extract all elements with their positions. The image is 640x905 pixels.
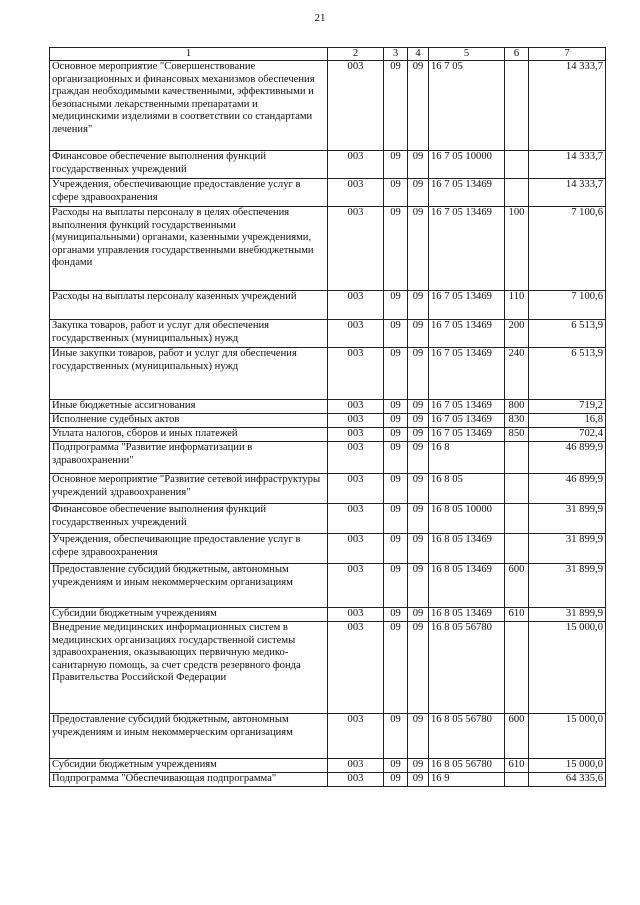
row-expense-type: 200	[505, 320, 529, 348]
row-expense-type	[505, 442, 529, 474]
row-name: Подпрограмма "Обеспечивающая подпрограмма"	[50, 773, 328, 787]
row-expense-type: 610	[505, 759, 529, 773]
row-ministry-code: 003	[328, 714, 384, 759]
row-section-code: 09	[384, 291, 408, 320]
row-ministry-code: 003	[328, 442, 384, 474]
row-section-code: 09	[384, 400, 408, 414]
row-expense-type	[505, 534, 529, 564]
row-expense-type: 850	[505, 428, 529, 442]
row-amount: 31 899,9	[529, 564, 606, 608]
row-amount: 14 333,7	[529, 61, 606, 151]
row-name: Предоставление субсидий бюджетным, автономным учреждениям и иным некоммерческим организациям	[50, 564, 328, 608]
row-subsection-code: 09	[408, 714, 429, 759]
row-section-code: 09	[384, 348, 408, 400]
row-name: Подпрограмма "Развитие информатизации в здравоохранении"	[50, 442, 328, 474]
table-row	[50, 414, 606, 428]
row-target-article: 16 7 05 13469	[429, 179, 505, 207]
table-row	[50, 608, 606, 622]
row-ministry-code: 003	[328, 400, 384, 414]
row-amount: 64 335,6	[529, 773, 606, 787]
row-target-article: 16 7 05 13469	[429, 207, 505, 291]
row-name: Иные закупки товаров, работ и услуг для обеспечения государственных (муниципальных) нужд	[50, 348, 328, 400]
row-name: Основное мероприятие "Развитие сетевой инфраструктуры учреждений здравоохранения"	[50, 474, 328, 504]
table-row	[50, 534, 606, 564]
row-amount: 31 899,9	[529, 608, 606, 622]
row-ministry-code: 003	[328, 320, 384, 348]
row-target-article: 16 7 05 10000	[429, 151, 505, 179]
row-name: Внедрение медицинских информационных систем в медицинских организациях государственной системы здравоохранения, оказывающих первичную медико-санитарную помощь, за счет средств резервного фонда Правительства Российской Федерации	[50, 622, 328, 714]
row-ministry-code: 003	[328, 504, 384, 534]
row-target-article: 16 7 05	[429, 61, 505, 151]
row-section-code: 09	[384, 534, 408, 564]
row-section-code: 09	[384, 151, 408, 179]
row-subsection-code: 09	[408, 348, 429, 400]
row-ministry-code: 003	[328, 622, 384, 714]
row-target-article: 16 9	[429, 773, 505, 787]
row-subsection-code: 09	[408, 564, 429, 608]
row-amount: 16,8	[529, 414, 606, 428]
row-ministry-code: 003	[328, 291, 384, 320]
row-section-code: 09	[384, 564, 408, 608]
budget-table	[49, 47, 606, 787]
header-col-4: 4	[408, 48, 429, 61]
table-row	[50, 564, 606, 608]
row-section-code: 09	[384, 207, 408, 291]
table-row	[50, 773, 606, 787]
table-row	[50, 622, 606, 714]
row-name: Закупка товаров, работ и услуг для обеспечения государственных (муниципальных) нужд	[50, 320, 328, 348]
row-name: Субсидии бюджетным учреждениям	[50, 608, 328, 622]
row-subsection-code: 09	[408, 151, 429, 179]
row-name: Расходы на выплаты персоналу казенных учреждений	[50, 291, 328, 320]
table-row	[50, 474, 606, 504]
row-expense-type: 600	[505, 564, 529, 608]
row-name: Учреждения, обеспечивающие предоставление услуг в сфере здравоохранения	[50, 534, 328, 564]
row-section-code: 09	[384, 773, 408, 787]
row-amount: 46 899,9	[529, 474, 606, 504]
row-subsection-code: 09	[408, 534, 429, 564]
row-name: Предоставление субсидий бюджетным, автономным учреждениям и иным некоммерческим организациям	[50, 714, 328, 759]
row-name: Основное мероприятие "Совершенствование организационных и финансовых механизмов обеспечения граждан необходимыми качественными, эффективными и безопасными лекарственными препаратами и медицинскими изделиями в соответствии со стандартами лечения"	[50, 61, 328, 151]
row-expense-type: 800	[505, 400, 529, 414]
row-amount: 15 000,0	[529, 714, 606, 759]
row-subsection-code: 09	[408, 504, 429, 534]
table-row	[50, 320, 606, 348]
row-amount: 15 000,0	[529, 622, 606, 714]
row-expense-type	[505, 773, 529, 787]
row-expense-type	[505, 179, 529, 207]
table-row	[50, 61, 606, 151]
table-row	[50, 442, 606, 474]
row-target-article: 16 8 05 10000	[429, 504, 505, 534]
row-subsection-code: 09	[408, 428, 429, 442]
row-name: Уплата налогов, сборов и иных платежей	[50, 428, 328, 442]
row-amount: 6 513,9	[529, 348, 606, 400]
row-amount: 719,2	[529, 400, 606, 414]
row-section-code: 09	[384, 474, 408, 504]
row-amount: 702,4	[529, 428, 606, 442]
header-col-3: 3	[384, 48, 408, 61]
row-ministry-code: 003	[328, 151, 384, 179]
table-row	[50, 291, 606, 320]
row-expense-type: 830	[505, 414, 529, 428]
row-subsection-code: 09	[408, 414, 429, 428]
row-ministry-code: 003	[328, 414, 384, 428]
row-subsection-code: 09	[408, 61, 429, 151]
row-amount: 7 100,6	[529, 291, 606, 320]
row-amount: 6 513,9	[529, 320, 606, 348]
row-target-article: 16 8 05 56780	[429, 714, 505, 759]
row-target-article: 16 7 05 13469	[429, 414, 505, 428]
table-row	[50, 759, 606, 773]
row-subsection-code: 09	[408, 759, 429, 773]
table-row	[50, 179, 606, 207]
row-expense-type: 600	[505, 714, 529, 759]
table-header-row	[50, 48, 606, 61]
row-target-article: 16 8 05 56780	[429, 622, 505, 714]
row-target-article: 16 7 05 13469	[429, 320, 505, 348]
row-subsection-code: 09	[408, 442, 429, 474]
row-amount: 46 899,9	[529, 442, 606, 474]
row-ministry-code: 003	[328, 207, 384, 291]
row-ministry-code: 003	[328, 179, 384, 207]
header-col-6: 6	[505, 48, 529, 61]
row-ministry-code: 003	[328, 474, 384, 504]
row-amount: 14 333,7	[529, 179, 606, 207]
row-target-article: 16 7 05 13469	[429, 291, 505, 320]
row-expense-type	[505, 474, 529, 504]
row-ministry-code: 003	[328, 428, 384, 442]
row-section-code: 09	[384, 320, 408, 348]
row-amount: 31 899,9	[529, 504, 606, 534]
row-ministry-code: 003	[328, 608, 384, 622]
row-expense-type: 110	[505, 291, 529, 320]
row-expense-type	[505, 622, 529, 714]
row-name: Учреждения, обеспечивающие предоставление услуг в сфере здравоохранения	[50, 179, 328, 207]
row-ministry-code: 003	[328, 348, 384, 400]
row-section-code: 09	[384, 442, 408, 474]
row-ministry-code: 003	[328, 61, 384, 151]
row-section-code: 09	[384, 179, 408, 207]
header-col-1: 1	[50, 48, 328, 61]
table-row	[50, 400, 606, 414]
row-target-article: 16 8 05 13469	[429, 534, 505, 564]
row-amount: 7 100,6	[529, 207, 606, 291]
row-section-code: 09	[384, 414, 408, 428]
row-section-code: 09	[384, 608, 408, 622]
table-row	[50, 714, 606, 759]
table-row	[50, 504, 606, 534]
row-target-article: 16 8 05	[429, 474, 505, 504]
table-row	[50, 151, 606, 179]
row-subsection-code: 09	[408, 400, 429, 414]
table-row	[50, 348, 606, 400]
row-section-code: 09	[384, 714, 408, 759]
row-subsection-code: 09	[408, 207, 429, 291]
row-name: Расходы на выплаты персоналу в целях обеспечения выполнения функций государственными (муниципальными) органами, казенными учреждениями, органами управления государственными внебюджетными фондами	[50, 207, 328, 291]
row-name: Субсидии бюджетным учреждениям	[50, 759, 328, 773]
table-row	[50, 428, 606, 442]
header-col-7: 7	[529, 48, 606, 61]
row-expense-type: 610	[505, 608, 529, 622]
row-target-article: 16 7 05 13469	[429, 348, 505, 400]
row-subsection-code: 09	[408, 622, 429, 714]
row-subsection-code: 09	[408, 291, 429, 320]
row-target-article: 16 7 05 13469	[429, 400, 505, 414]
table-row	[50, 207, 606, 291]
row-name: Исполнение судебных актов	[50, 414, 328, 428]
header-col-2: 2	[328, 48, 384, 61]
row-subsection-code: 09	[408, 474, 429, 504]
row-expense-type	[505, 504, 529, 534]
row-ministry-code: 003	[328, 534, 384, 564]
row-name: Финансовое обеспечение выполнения функций государственных учреждений	[50, 151, 328, 179]
row-name: Иные бюджетные ассигнования	[50, 400, 328, 414]
row-section-code: 09	[384, 504, 408, 534]
row-expense-type: 100	[505, 207, 529, 291]
row-expense-type	[505, 151, 529, 179]
row-target-article: 16 8 05 13469	[429, 564, 505, 608]
row-expense-type	[505, 61, 529, 151]
row-ministry-code: 003	[328, 759, 384, 773]
row-subsection-code: 09	[408, 179, 429, 207]
row-target-article: 16 7 05 13469	[429, 428, 505, 442]
row-target-article: 16 8	[429, 442, 505, 474]
header-col-5: 5	[429, 48, 505, 61]
row-expense-type: 240	[505, 348, 529, 400]
row-amount: 15 000,0	[529, 759, 606, 773]
row-ministry-code: 003	[328, 773, 384, 787]
row-section-code: 09	[384, 61, 408, 151]
row-target-article: 16 8 05 56780	[429, 759, 505, 773]
row-section-code: 09	[384, 759, 408, 773]
row-name: Финансовое обеспечение выполнения функций государственных учреждений	[50, 504, 328, 534]
row-ministry-code: 003	[328, 564, 384, 608]
row-section-code: 09	[384, 428, 408, 442]
row-subsection-code: 09	[408, 608, 429, 622]
row-amount: 14 333,7	[529, 151, 606, 179]
row-section-code: 09	[384, 622, 408, 714]
page-number: 21	[314, 12, 326, 24]
row-amount: 31 899,9	[529, 534, 606, 564]
row-subsection-code: 09	[408, 773, 429, 787]
row-target-article: 16 8 05 13469	[429, 608, 505, 622]
row-subsection-code: 09	[408, 320, 429, 348]
